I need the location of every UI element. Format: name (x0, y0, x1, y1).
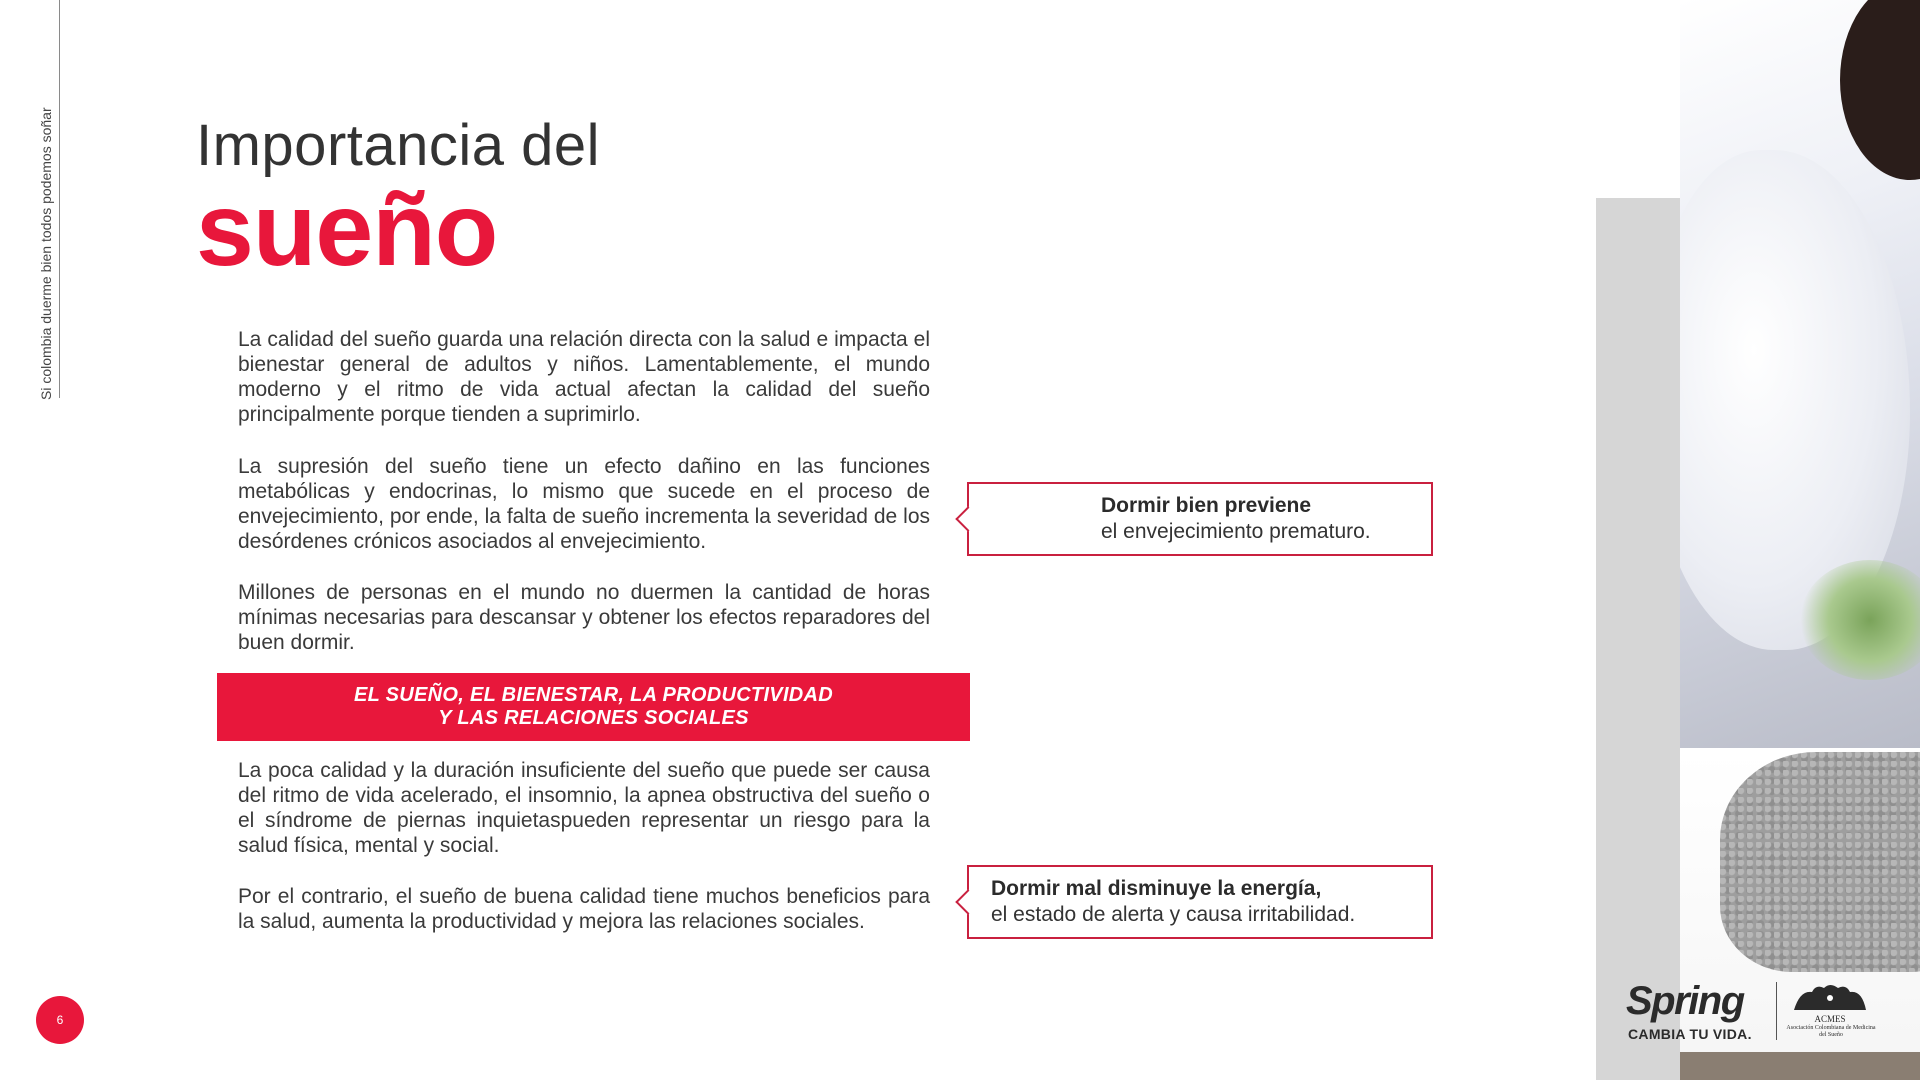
banner-line-2: Y LAS RELACIONES SOCIALES (438, 707, 749, 729)
callout-sleep-well (967, 482, 1433, 556)
acmes-logo-icon (1790, 980, 1870, 1012)
acmes-full-name: Asociación Colombiana de Medicina del Sueño (1786, 1025, 1876, 1038)
side-tagline: Si colombia duerme bien todos podemos soñar (38, 107, 54, 400)
photo-hair-shape (1840, 0, 1920, 180)
callout-1-text: el envejecimiento prematuro. (1101, 520, 1371, 543)
photo-rug-texture (1720, 752, 1920, 972)
banner-line-1: EL SUEÑO, EL BIENESTAR, LA PRODUCTIVIDAD (353, 684, 834, 706)
page-number-badge: 6 (36, 996, 84, 1044)
callout-2-text: el estado de alerta y causa irritabilidad. (991, 903, 1356, 926)
acmes-name: ACMES (1814, 1014, 1846, 1024)
photo-sleeping-woman (1680, 0, 1920, 748)
paragraph-5: Por el contrario, el sueño de buena calidad tiene muchos beneficios para la salud, aumenta la productividad y mejora las relaciones sociales. (238, 885, 930, 933)
page-title-light: Importancia del (196, 113, 601, 178)
page-title-bold: sueño (196, 172, 498, 288)
photo-plant-blur (1800, 560, 1920, 680)
callout-sleep-bad (967, 865, 1433, 939)
spring-tagline: CAMBIA TU VIDA. (1628, 1026, 1752, 1042)
callout-1-bold: Dormir bien previene (1101, 494, 1312, 517)
logo-divider (1776, 982, 1777, 1040)
paragraph-1: La calidad del sueño guarda una relación directa con la salud e impacta el bienestar general de adultos y niños. Lamentablemente, el mundo moderno y el ritmo de vida actual afectan la calidad del sueño principalmente porque tienden a suprimirlo. (238, 328, 930, 426)
callout-2-bold: Dormir mal disminuye la energía, (991, 877, 1322, 900)
paragraph-3: Millones de personas en el mundo no duermen la cantidad de horas mínimas necesarias para descansar y obtener los efectos reparadores del buen dormir. (238, 581, 930, 654)
gray-accent-panel (1596, 198, 1680, 1080)
photo-rug-edge (1680, 1052, 1920, 1080)
logo-footer (1620, 978, 1920, 1048)
side-divider-line (59, 0, 60, 398)
section-banner (217, 673, 970, 741)
paragraph-2: La supresión del sueño tiene un efecto dañino en las funciones metabólicas y endocrinas, lo mismo que sucede en el proceso de envejecimiento, por ende, la falta de sueño incrementa la severidad de los desórdenes crónicos asociados al envejecimiento. (238, 455, 930, 553)
paragraph-4: La poca calidad y la duración insuficiente del sueño que puede ser causa del ritmo de vida acelerado, el insomnio, la apnea obstructiva del sueño o el síndrome de piernas inquietaspueden representar un riesgo para la salud física, mental y social. (238, 759, 930, 857)
spring-logo: Spring (1626, 979, 1744, 1023)
